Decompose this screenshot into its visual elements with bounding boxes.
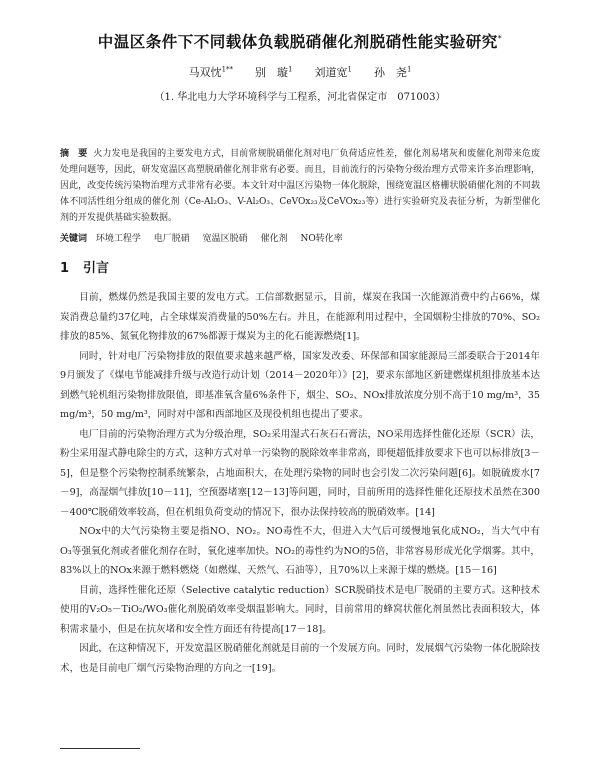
affiliation: （1. 华北电力大学环境科学与工程系，河北省保定市 071003） xyxy=(154,92,446,103)
author-name: 孙 尧 xyxy=(373,66,407,79)
section-title: 引言 xyxy=(83,261,110,276)
author-name: 马双忱 xyxy=(188,66,222,79)
paragraph: 因此，在这种情况下，开发宽温区脱硝催化剂就是目前的一个发展方向。同时，发展烟气污染物一体化脱除技术，也是目前电厂烟气污染物治理的方向之一[19]。 xyxy=(60,643,540,674)
paragraph: 目前，选择性催化还原（Selective catalytic reduction）SCR脱硝技术是电厂脱硝的主要方式。这种技术使用的V₂O₅－TiO₂/WO₃催化剂脱硝效率受烟温影响大。同时，目前常用的蜂窝状催化剂虽然比表面积较大，体积需求量小，但是在抗灰堵和安全性方面还有待提高[17－18]。 xyxy=(60,584,540,635)
paper-title xyxy=(40,30,560,52)
keyword: 电厂脱硝 xyxy=(153,234,190,244)
paragraph: 电厂目前的污染物治理方式为分级治理，SO₂采用湿式石灰石石膏法，NO采用选择性催化还原（SCR）法，粉尘采用湿式静电除尘的方式，这种方式对单一污染物的脱除效率非常高，即便超低排放要求下也可以标排放[3－5]，但是整个污染物控制系统繁杂，占地面积大，在处理污染物的同时也会引发二次污染问题[6]。如脱硫废水[7－9]，高湿烟气排放[10－11]，空预器堵塞[12－13]等问题，同时，目前所用的选择性催化还原技术虽然在300－400℃脱硝效率较高，但在机组负荷变动的情况下，很办法保持较高的脱硝效率。[14] xyxy=(60,428,540,518)
title-text: 中温区条件下不同载体负载脱硝催化剂脱硝性能实验研究 xyxy=(97,33,498,51)
section-heading xyxy=(60,257,109,276)
keyword: NO转化率 xyxy=(300,234,343,244)
abstract-text: 火力发电是我国的主要发电方式，目前常规脱硝催化剂对电厂负荷适应性差，催化剂易堵灰和废催化剂带来危废处理问题等，因此，研发宽温区高塑脱硝催化剂非常有必要。而且，目前流行的污染物分级治理方式带来许多治理影响，因此，改变传统污染物治理方式非常有必要。本文针对中温区污染物一体化脱除，围绕宽温区格栅状脱硝催化剂的不同载体不同活性组分组成的催化剂（Ce-Al₂O₃、V-Al₂O₃、CeVOx₂₃及CeVOx₂₃等）进行实验研究及表征分析，为新型催化剂的开发提供基础实验数据。 xyxy=(60,149,540,223)
title-footnote-mark: * xyxy=(497,33,503,43)
author-affiliation-mark: 1** xyxy=(221,65,234,74)
author-name: 刘道宽 xyxy=(314,66,348,79)
keywords-label: 关键词 xyxy=(60,234,88,244)
author-name: 别 璇 xyxy=(255,66,289,79)
footnote-divider xyxy=(60,748,140,749)
keyword: 宽温区脱硝 xyxy=(202,234,248,244)
author xyxy=(255,66,292,79)
abstract xyxy=(60,146,540,226)
keywords xyxy=(60,232,540,246)
author-affiliation-mark: 1 xyxy=(347,65,352,74)
keyword: 催化剂 xyxy=(260,234,288,244)
author-list xyxy=(0,64,600,80)
paragraph: NOx中的大气污染物主要是指NO、NO₂。NO毒性不大，但进入大气后可缓慢地氧化成NO₂，当大气中有O₃等强氧化剂或者催化剂存在时，氧化速率加快。NO₂的毒性约为NO的5倍，非常容易形成光化学烟雾。其中，83%以上的NOx来源于燃料燃烧（如燃煤、天然气、石油等），且70%以上来源于煤的燃烧。[15－16] xyxy=(60,526,540,576)
author xyxy=(374,66,411,79)
section-number: 1 xyxy=(60,261,70,276)
paragraph: 目前，燃煤仍然是我国主要的发电方式。工信部数据显示，目前，煤炭在我国一次能源消费中约占66%，煤炭消费总量约37亿吨，占全球煤炭消费量的50%左右。并且，在能源利用过程中，全国烟粉尘排放的70%、SO₂排放的85%、氮氧化物排放的67%都源于煤炭为主的化石能源燃烧[1]。 xyxy=(60,292,540,342)
author xyxy=(189,66,233,79)
author xyxy=(315,66,352,79)
author-affiliation-mark: 1 xyxy=(406,65,412,74)
keyword: 环境工程学 xyxy=(95,234,141,244)
paragraph: 同时，针对电厂污染物排放的限值要求越来越严格，国家发改委、环保部和国家能源局三部委联合于2014年9月颁发了《煤电节能减排升级与改造行动计划（2014－2020年）》[2]，要求东部地区新建燃煤机组排放基本达到燃气轮机组污染物排放限值，即基准氧含量6%条件下，烟尘、SO₂、NOx排放浓度分别不高于10 mg/m³，35 mg/m³，50 mg/m³，同时对中部和西部地区及现役机组也提出了要求。 xyxy=(60,350,540,420)
author-affiliation-mark: 1 xyxy=(288,65,293,74)
abstract-label: 摘 要 xyxy=(60,149,88,159)
body-text xyxy=(60,288,540,678)
